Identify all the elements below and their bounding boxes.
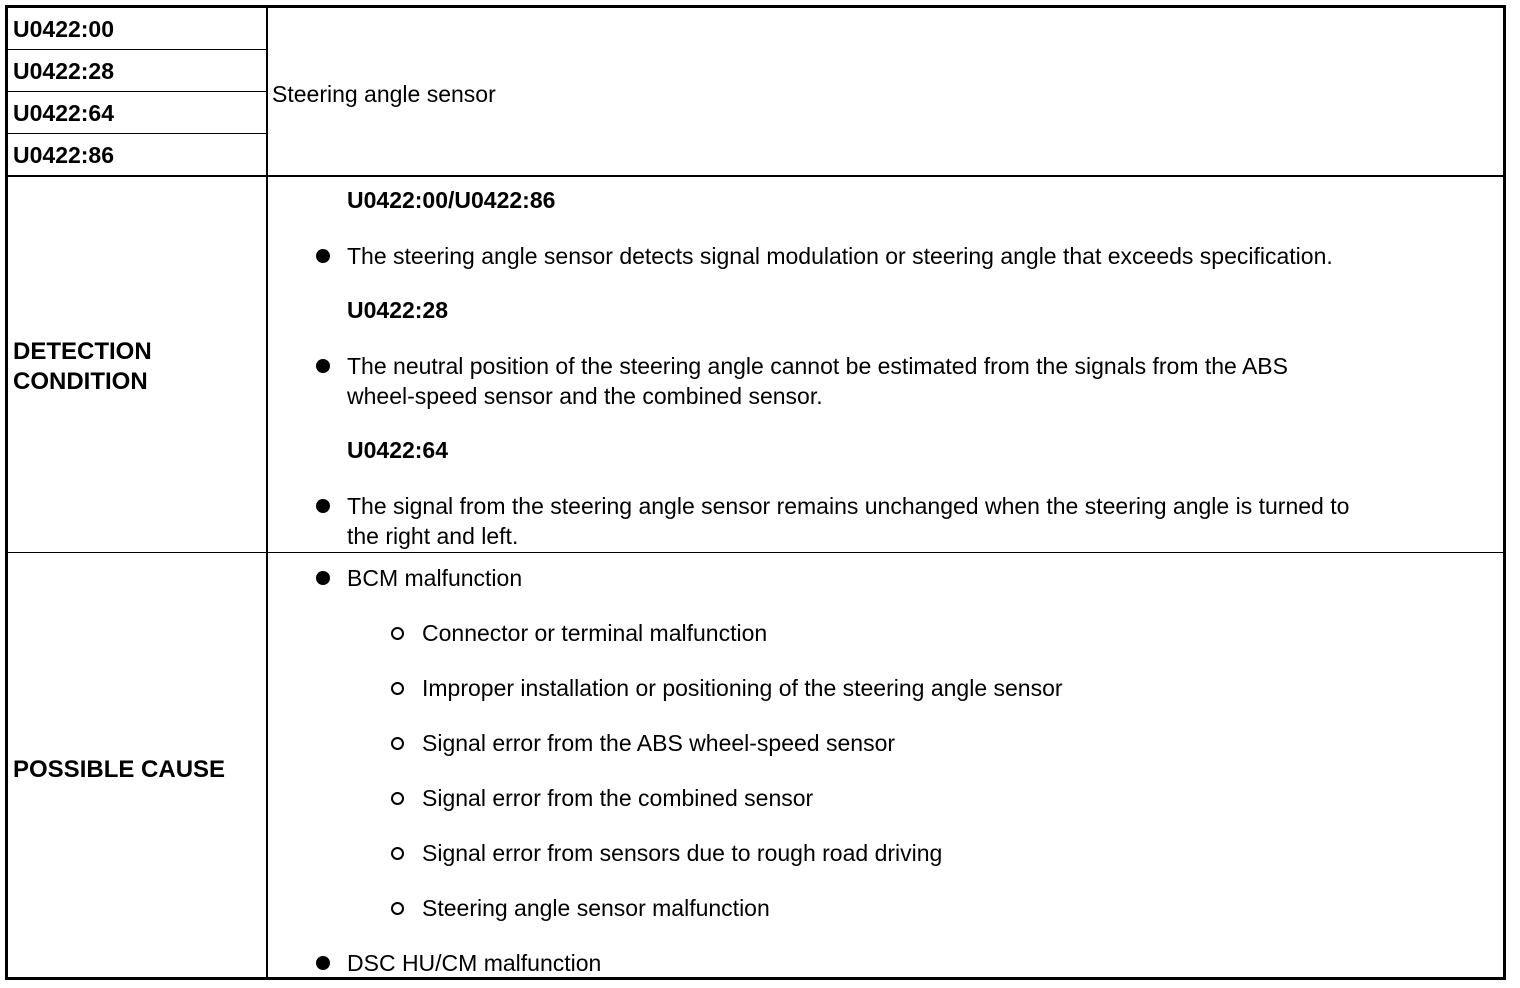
code-row-divider (8, 91, 266, 92)
cause-subitem: Signal error from sensors due to rough road driving (422, 840, 943, 866)
sub-bullet-icon (391, 627, 404, 640)
cause-subitem: Improper installation or positioning of the steering angle sensor (422, 675, 1063, 701)
detection-text: The signal from the steering angle sensor remains unchanged when the steering angle is turned to (347, 493, 1350, 519)
detection-subheading: U0422:64 (347, 437, 449, 463)
bullet-icon (316, 956, 330, 970)
cause-item: BCM malfunction (347, 565, 523, 591)
detection-condition-label: DETECTION CONDITION (13, 338, 152, 395)
sub-bullet-icon (391, 792, 404, 805)
sub-bullet-icon (391, 847, 404, 860)
detection-text: the right and left. (347, 523, 519, 549)
code-row-divider (8, 133, 266, 134)
cause-subitem: Signal error from the ABS wheel-speed sensor (422, 730, 896, 756)
sub-bullet-icon (391, 737, 404, 750)
cause-subitem: Connector or terminal malfunction (422, 620, 768, 646)
dtc-code-cell: U0422:00 (13, 16, 115, 42)
possible-cause-label: POSSIBLE CAUSE (13, 756, 226, 783)
cause-item: DSC HU/CM malfunction (347, 950, 602, 976)
bullet-icon (316, 249, 330, 263)
dtc-code-cell: U0422:86 (13, 142, 115, 168)
dtc-table (5, 5, 1506, 980)
column-divider (266, 8, 268, 977)
sub-bullet-icon (391, 682, 404, 695)
detection-subheading: U0422:00/U0422:86 (347, 187, 556, 213)
detection-subheading: U0422:28 (347, 297, 449, 323)
dtc-code-cell: U0422:28 (13, 58, 115, 84)
sub-bullet-icon (391, 902, 404, 915)
dtc-code-cell: U0422:64 (13, 100, 115, 126)
section-divider (8, 175, 1503, 177)
detection-text: The neutral position of the steering angle cannot be estimated from the signals from the ABS (347, 353, 1288, 379)
bullet-icon (316, 571, 330, 585)
cause-subitem: Signal error from the combined sensor (422, 785, 814, 811)
cause-subitem: Steering angle sensor malfunction (422, 895, 770, 921)
section-divider (8, 552, 1503, 553)
detection-text: The steering angle sensor detects signal modulation or steering angle that exceeds specification. (347, 243, 1333, 269)
dtc-description: Steering angle sensor (272, 81, 496, 107)
detection-text: wheel-speed sensor and the combined sensor. (347, 383, 823, 409)
bullet-icon (316, 359, 330, 373)
code-row-divider (8, 49, 266, 50)
bullet-icon (316, 499, 330, 513)
